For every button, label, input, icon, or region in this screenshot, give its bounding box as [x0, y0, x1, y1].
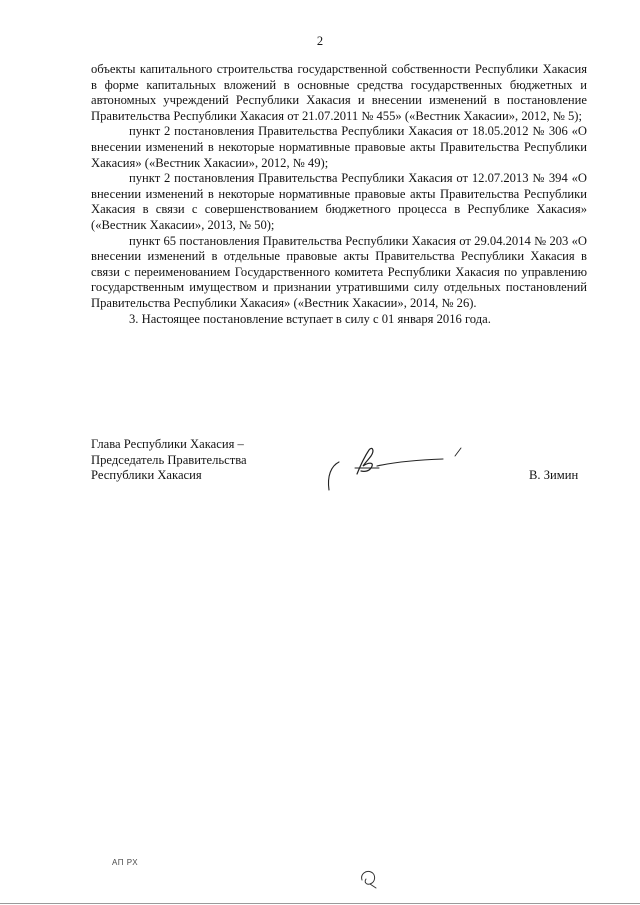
signatory-title	[91, 437, 247, 484]
handwritten-mark-icon	[356, 866, 382, 892]
paragraph-capital-investments: объекты капитального строительства государственной собственности Республики Хакасия в форме капитальных вложений в основные средства государственных бюджетных и автономных учреждений Республики Хакасия и внесении изменений в постановление Правительства Республики Хакасия от 21.07.2011 № 455» («Вестник Хакасии», 2012, № 5);	[91, 62, 587, 123]
footer-code: АП РХ	[112, 858, 139, 867]
paragraph-effective-date: 3. Настоящее постановление вступает в силу с 01 января 2016 года.	[129, 311, 491, 326]
signatory-title-line: Республики Хакасия	[91, 468, 202, 483]
signatory-title-line: Глава Республики Хакасия –	[91, 437, 244, 451]
paragraph-resolution-306: пункт 2 постановления Правительства Республики Хакасия от 18.05.2012 № 306 «О внесении изменений в некоторые нормативные правовые акты Правительства Республики Хакасия» («Вестник Хакасии», 2012, № 49);	[91, 124, 587, 170]
handwritten-signature	[315, 438, 470, 500]
page-number: 2	[316, 34, 324, 48]
bottom-edge-line	[0, 903, 640, 904]
signatory-name: В. Зимин	[529, 468, 579, 482]
paragraph-resolution-394: пункт 2 постановления Правительства Республики Хакасия от 12.07.2013 № 394 «О внесении изменений в некоторые нормативные правовые акты Правительства Республики Хакасия в связи с совершенствованием бюджетного процесса в Республике Хакасия» («Вестник Хакасии», 2013, № 50);	[91, 171, 587, 232]
signatory-title-line: Председатель Правительства	[91, 452, 247, 467]
document-body	[91, 62, 587, 327]
paragraph-resolution-203: пункт 65 постановления Правительства Республики Хакасия от 29.04.2014 № 203 «О внесении изменений в отдельные правовые акты Правительства Республики Хакасия в связи с переименованием Государственного комитета Республики Хакасия по управлению государственным имуществом и признании утратившими силу отдельных постановлений Правительства Республики Хакасия» («Вестник Хакасии», 2014, № 26).	[91, 233, 587, 310]
